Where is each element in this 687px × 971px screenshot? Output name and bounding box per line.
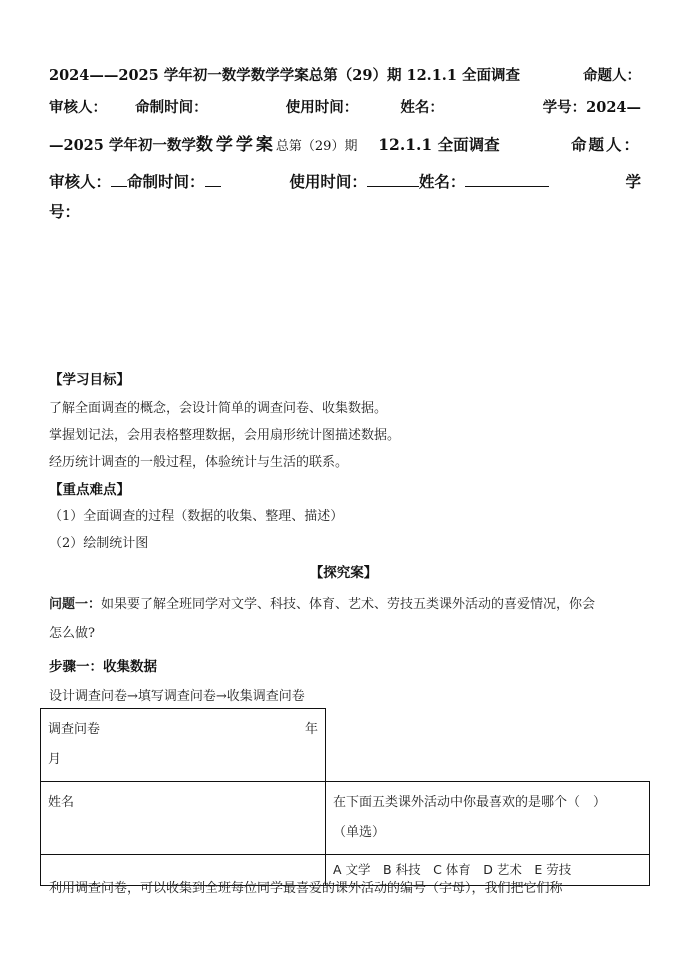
- survey-name-cell: [41, 782, 326, 855]
- survey-single-choice: （单选）: [333, 825, 386, 840]
- header-use-time: 使用时间：: [285, 99, 359, 116]
- survey-name-label: 姓名: [48, 795, 75, 810]
- header-line-3: [49, 130, 641, 155]
- header-make-time-2: 命制时间：: [127, 172, 205, 191]
- header-hao: 号：: [49, 202, 81, 221]
- survey-title: 调查问卷: [48, 722, 101, 737]
- goal-item-1: 了解全面调查的概念，会设计简单的调查问卷、收集数据。: [49, 401, 388, 416]
- step-1-title: 步骤一：收集数据: [49, 659, 157, 675]
- goal-item-3: 经历统计调查的一般过程，体验统计与生活的联系。: [49, 455, 349, 470]
- reviewer-blank[interactable]: [111, 172, 127, 187]
- header-issue: 总第（29）期: [275, 139, 358, 154]
- key-point-1: （1）全面调查的过程（数据的收集、整理、描述）: [49, 509, 344, 524]
- question-1: [49, 593, 595, 612]
- header-line-4: [49, 170, 641, 192]
- footer-text: 利用调查问卷，可以收集到全班每位同学最喜爱的课外活动的编号（字母），我们把它们称: [49, 881, 563, 896]
- survey-options: A 文学 B 科技 C 体育 D 艺术 E 劳技: [333, 862, 572, 877]
- header-year-prefix: —2025 学年初一数学: [49, 137, 196, 154]
- header-reviewer: 审核人：: [49, 99, 107, 116]
- survey-question-cell: [326, 782, 650, 855]
- header-lesson: 12.1.1 全面调查: [378, 135, 500, 154]
- key-points-title: 【重点难点】: [49, 482, 130, 498]
- header-proposer: 命题人：: [583, 67, 641, 84]
- header-line-1: [49, 64, 641, 85]
- header-proposer-2: 命题人：: [570, 135, 641, 154]
- header-reviewer-2: 审核人：: [49, 172, 112, 191]
- question-1-label: 问题一：: [49, 597, 102, 612]
- header-make-time: 命制时间：: [135, 99, 208, 116]
- goal-item-2: 掌握划记法，会用表格整理数据，会用扇形统计图描述数据。: [49, 428, 401, 443]
- header-line-2: [49, 96, 641, 117]
- step-1-flow: 设计调查问卷→填写调查问卷→收集调查问卷: [49, 689, 305, 704]
- header-use-time-2: 使用时间：: [289, 172, 367, 191]
- survey-question: 在下面五类课外活动中你最喜欢的是哪个（ ）: [333, 795, 607, 810]
- survey-year: 年: [304, 722, 318, 737]
- header-name-2: 姓名：: [418, 172, 466, 191]
- question-1-text: 如果要了解全班同学对文学、科技、体育、艺术、劳技五类课外活动的喜爱情况，你会: [101, 597, 596, 612]
- name-blank[interactable]: [465, 172, 549, 187]
- survey-title-cell: [41, 709, 326, 782]
- header-name: 姓名：: [400, 99, 444, 116]
- survey-month: 月: [48, 752, 62, 767]
- survey-table: [40, 708, 650, 886]
- use-time-blank[interactable]: [367, 172, 419, 187]
- make-time-blank[interactable]: [205, 172, 221, 187]
- key-point-2: （2）绘制统计图: [49, 536, 149, 551]
- header-xue: 学: [625, 172, 641, 191]
- goals-title: 【学习目标】: [49, 372, 130, 388]
- header-line-5: [49, 200, 80, 222]
- explore-title: 【探究案】: [309, 565, 378, 581]
- question-1-cont: 怎么做?: [49, 626, 95, 641]
- header-student-no: 学号：2024—: [542, 99, 641, 116]
- header-title: 2024——2025 学年初一数学数学学案总第（29）期 12.1.1 全面调查: [49, 67, 520, 84]
- header-big-title: 数学学案: [195, 135, 276, 155]
